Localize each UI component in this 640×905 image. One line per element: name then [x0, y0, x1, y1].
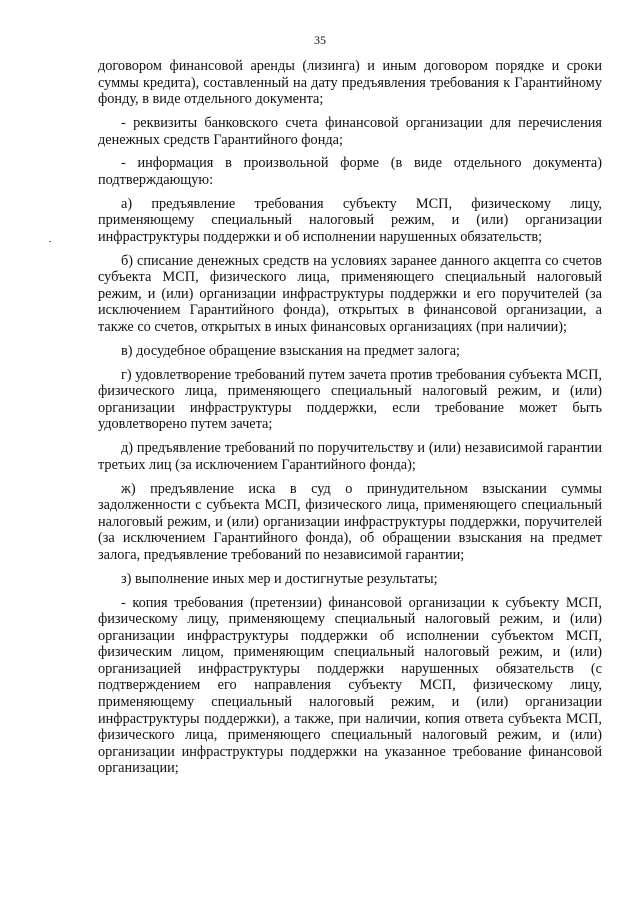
- paragraph-item-zh: ж) предъявление иска в суд о принудительном взыскании суммы задолженности с субъекта МСП, физического лица, применяющего специальный налоговый режим, и (или) организации инфраструктуры поддержки, поручителей (за исключением Гарантийного фонда), об обращении взыскания на предмет залога, предъявление требований по независимой гарантии;: [98, 480, 602, 563]
- margin-mark: [49, 241, 51, 242]
- paragraph-claim-copy: - копия требования (претензии) финансовой организации к субъекту МСП, физическому лицу, применяющему специальный налоговый режим, и (или) организации инфраструктуры поддержки об исполнении субъектом МСП, физическим лицом, применяющим специальный налоговый режим, и (или) организацией инфраструктуры поддержки нарушенных обязательств (с подтверждением его направления субъекту МСП, физическому лицу, применяющему специальный налоговый режим, и (или) организации инфраструктуры поддержки), а также, при наличии, копия ответа субъекта МСП, физического лица, применяющего специальный налоговый режим, и (или) организации инфраструктуры поддержки на указанное требование финансовой организации;: [98, 594, 602, 777]
- page-body: [98, 58, 602, 777]
- paragraph-item-v: в) досудебное обращение взыскания на предмет залога;: [121, 342, 461, 359]
- paragraph-item-b: б) списание денежных средств на условиях заранее данного акцепта со счетов субъекта МСП, физического лица, применяющего специальный налоговый режим, и (или) организации инфраструктуры поддержки и его поручителей (за исключением Гарантийного фонда), открытых в финансовой организации, а также со счетов, открытых в иных финансовых организациях (при наличии);: [98, 252, 602, 336]
- paragraph-bank-details: - реквизиты банковского счета финансовой организации для перечисления денежных средств Гарантийного фонда;: [98, 114, 602, 148]
- paragraph-item-g: г) удовлетворение требований путем зачета против требования субъекта МСП, физического лица, применяющего специальный налоговый режим, и (или) организации инфраструктуры поддержки, если требование может быть удовлетворено путем зачета;: [98, 366, 602, 433]
- page-number: 35: [314, 33, 326, 47]
- paragraph-continuation: договором финансовой аренды (лизинга) и иным договором порядке и сроки суммы кредита), составленный на дату предъявления требования к Гарантийному фонду, в виде отдельного документа;: [98, 58, 602, 108]
- paragraph-item-z: з) выполнение иных мер и достигнутые результаты;: [121, 570, 438, 587]
- paragraph-item-a: а) предъявление требования субъекту МСП, физическому лицу, применяющему специальный налоговый режим, и (или) организации инфраструктуры поддержки и об исполнении нарушенных обязательств;: [98, 195, 602, 245]
- paragraph-information: - информация в произвольной форме (в виде отдельного документа) подтверждающую:: [98, 155, 602, 188]
- paragraph-item-d: д) предъявление требований по поручительству и (или) независимой гарантии третьих лиц (за исключением Гарантийного фонда);: [98, 440, 602, 473]
